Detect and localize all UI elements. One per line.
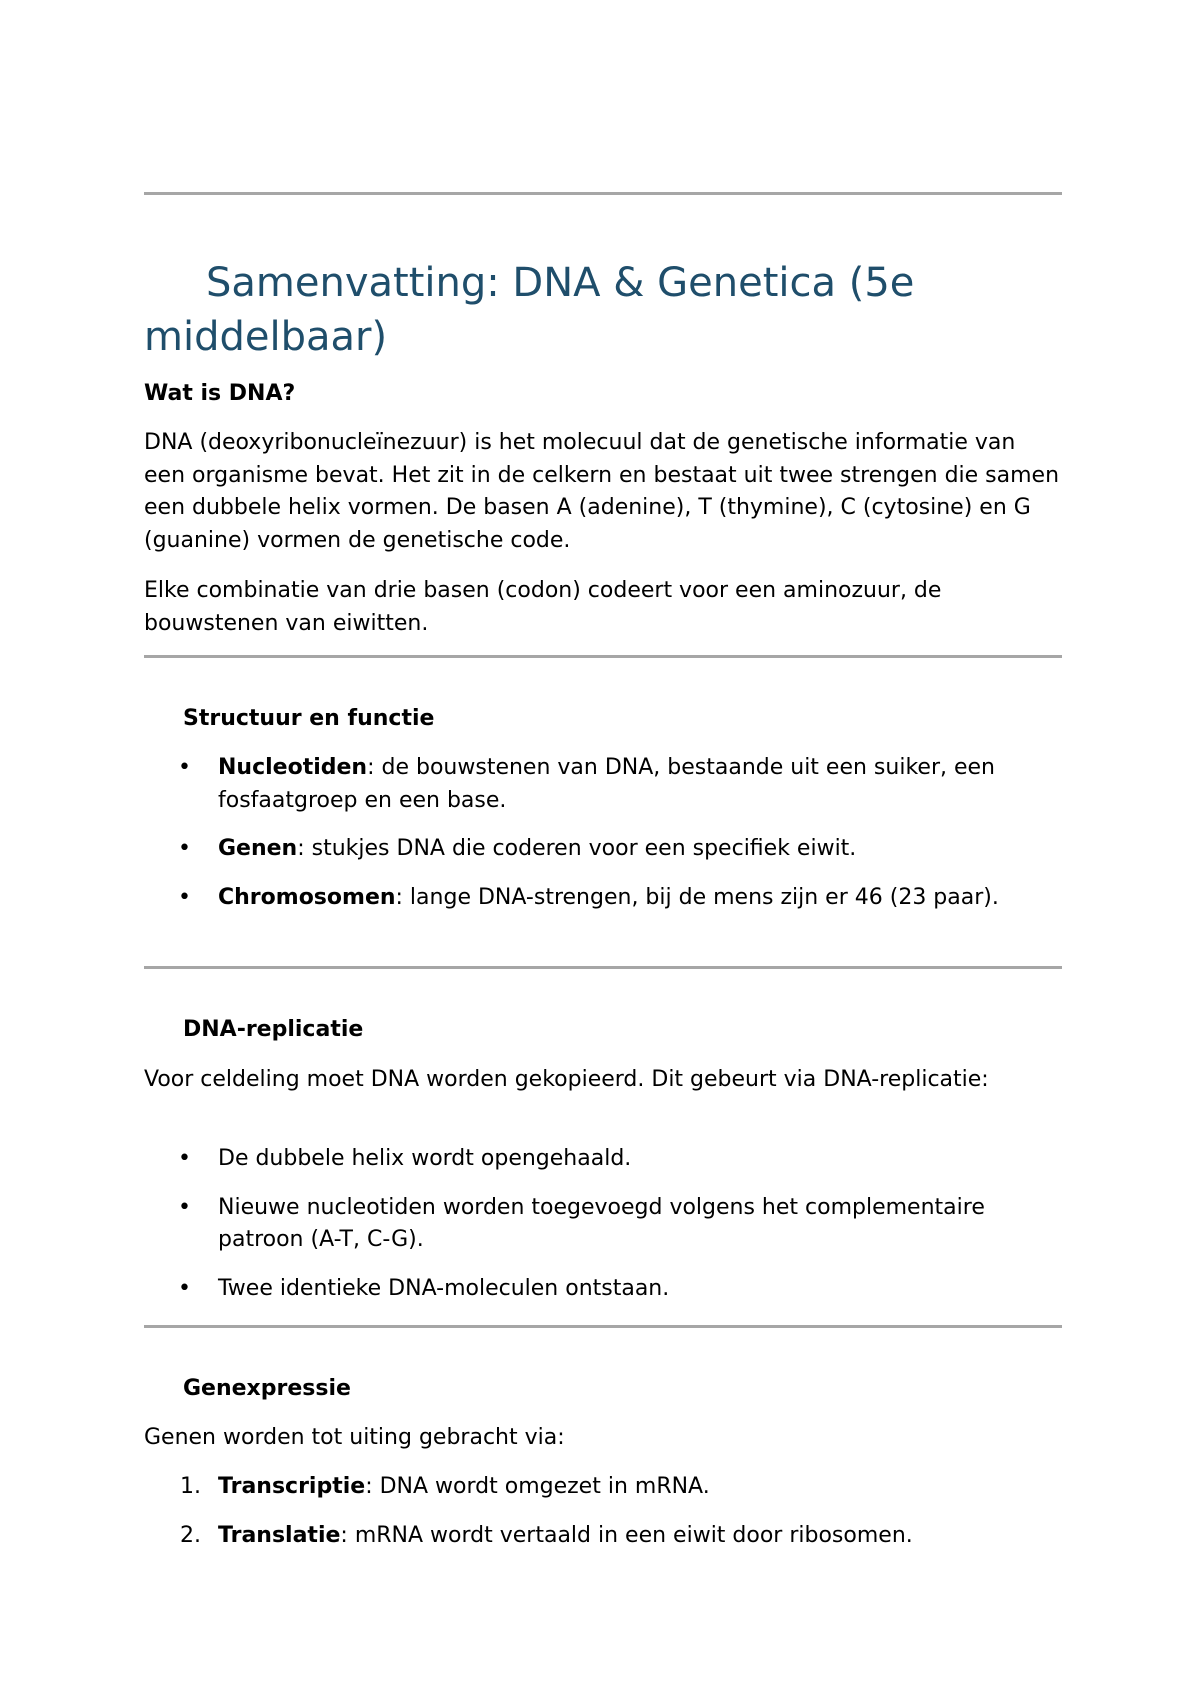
horizontal-rule (144, 655, 1062, 658)
structure-list (144, 752, 1062, 930)
definition-chromosomen: : lange DNA-strengen, bij de mens zijn er 46 (23 paar). (395, 884, 999, 910)
bullet-icon: • (178, 884, 191, 910)
definition-genen: : stukjes DNA die coderen voor een specifiek eiwit. (297, 836, 857, 861)
term-chromosomen: Chromosomen (218, 884, 396, 910)
list-item (144, 1273, 1062, 1306)
list-item (144, 833, 1062, 866)
definition-nucleotiden: : de bouwstenen van DNA, bestaande uit een suiker, een fosfaatgroep en een base. (218, 755, 995, 813)
bullet-icon: • (178, 1146, 191, 1171)
heading-genexpressie: Genexpressie (183, 1376, 351, 1401)
list-item (144, 1520, 1062, 1553)
expression-list (144, 1471, 1062, 1568)
list-item (144, 752, 1062, 817)
bullet-icon: • (178, 755, 191, 780)
paragraph-dna-definition: DNA (deoxyribonucleïnezuur) is het molecuul dat de genetische informatie van een organisme bevat. Het zit in de celkern en bestaat uit twee strengen die samen een dubbele helix vormen. De basen A (adenine), T (thymine), C (cytosine) en G (guanine) vormen de genetische code. (144, 430, 1060, 553)
heading-structuur-en-functie: Structuur en functie (183, 706, 435, 731)
heading-wat-is-dna: Wat is DNA? (144, 381, 296, 406)
list-number: 1. (180, 1474, 201, 1499)
list-item (144, 882, 1062, 915)
replication-step: Nieuwe nucleotiden worden toegevoegd volgens het complementaire patroon (A-T, C-G). (218, 1194, 985, 1252)
paragraph-codon: Elke combinatie van drie basen (codon) codeert voor een aminozuur, de bouwstenen van eiwitten. (144, 578, 942, 636)
horizontal-rule (144, 966, 1062, 969)
replication-step: De dubbele helix wordt opengehaald. (218, 1146, 632, 1171)
list-item (144, 1192, 1062, 1257)
list-item (144, 1143, 1062, 1176)
horizontal-rule (144, 192, 1062, 195)
definition-transcriptie: : DNA wordt omgezet in mRNA. (365, 1474, 710, 1499)
list-item (144, 1471, 1062, 1504)
bullet-icon: • (178, 1275, 191, 1301)
horizontal-rule (144, 1325, 1062, 1328)
definition-translatie: : mRNA wordt vertaald in een eiwit door ribosomen. (340, 1522, 913, 1548)
term-transcriptie: Transcriptie (218, 1474, 366, 1499)
document-title: Samenvatting: DNA & Genetica (5e middelbaar) (144, 260, 915, 360)
list-number: 2. (180, 1522, 201, 1548)
term-translatie: Translatie (218, 1522, 341, 1548)
replication-step: Twee identieke DNA-moleculen ontstaan. (218, 1275, 670, 1301)
term-genen: Genen (218, 836, 298, 861)
paragraph-replication-intro: Voor celdeling moet DNA worden gekopieerd. Dit gebeurt via DNA-replicatie: (144, 1067, 989, 1092)
replication-list (144, 1143, 1062, 1321)
term-nucleotiden: Nucleotiden (218, 755, 368, 780)
heading-dna-replicatie: DNA-replicatie (183, 1017, 364, 1042)
paragraph-expression-intro: Genen worden tot uiting gebracht via: (144, 1425, 565, 1450)
bullet-icon: • (178, 836, 191, 861)
bullet-icon: • (178, 1194, 191, 1220)
